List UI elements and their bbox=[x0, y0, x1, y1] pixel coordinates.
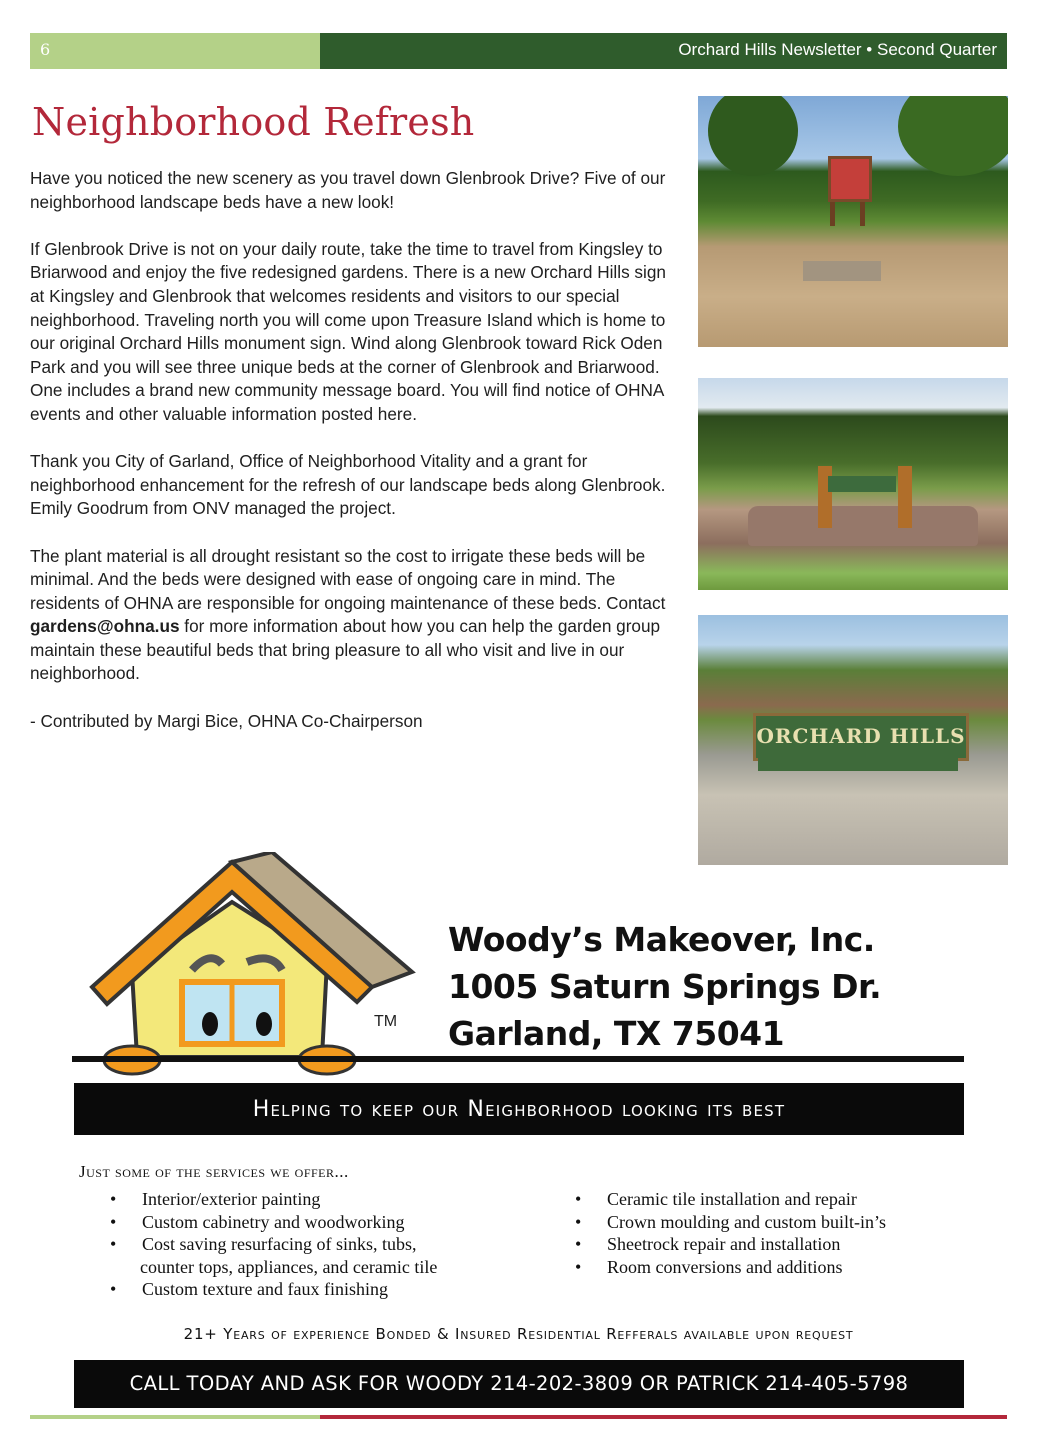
article-credit: - Contributed by Margi Bice, OHNA Co-Chairperson bbox=[30, 710, 423, 731]
service-label: Crown moulding and custom built-in’s bbox=[607, 1211, 886, 1232]
photo-landscape-bed-message-board bbox=[698, 96, 1008, 347]
service-item bbox=[110, 1233, 530, 1256]
bullet-icon: • bbox=[110, 1211, 117, 1232]
page-number: 6 bbox=[40, 40, 51, 59]
article-paragraph: Have you noticed the new scenery as you travel down Glenbrook Drive? Five of our neighborhood landscape beds have a new look! bbox=[30, 168, 666, 212]
bullet-icon: • bbox=[575, 1256, 582, 1277]
call-text: CALL TODAY AND ASK FOR WOODY 214-202-3809 OR PATRICK 214-405-5798 bbox=[129, 1372, 909, 1395]
service-item bbox=[575, 1188, 975, 1211]
service-item bbox=[110, 1188, 530, 1211]
photo-orchard-hills-sign bbox=[698, 615, 1008, 865]
article-body bbox=[30, 167, 670, 757]
service-item bbox=[575, 1233, 975, 1256]
service-item bbox=[575, 1256, 975, 1279]
service-label: Custom cabinetry and woodworking bbox=[142, 1211, 405, 1232]
message-board bbox=[828, 156, 872, 202]
services-list-left bbox=[110, 1188, 530, 1301]
cartoon-house-mascot-icon bbox=[72, 852, 432, 1080]
company-address: 1005 Saturn Springs Dr. bbox=[448, 967, 882, 1006]
bullet-icon: • bbox=[110, 1234, 117, 1254]
newsletter-header bbox=[30, 33, 1007, 69]
bullet-icon: • bbox=[110, 1279, 117, 1299]
service-label: Interior/exterior painting bbox=[142, 1189, 321, 1209]
divider-rule bbox=[72, 1056, 964, 1062]
credentials-line: 21+ Years of experience Bonded & Insured Residential Refferals available upon request bbox=[183, 1325, 854, 1343]
company-city: Garland, TX 75041 bbox=[448, 1014, 785, 1053]
tree-canopy bbox=[898, 96, 1008, 176]
tree-canopy bbox=[708, 96, 798, 176]
trademark-mark: TM bbox=[374, 1013, 398, 1030]
paragraph-text: The plant material is all drought resistant so the cost to irrigate these beds will be minimal. And the beds were designed with ease of ongoing care in mind. The residents of OHNA are responsible for ongoing maintenance of these beds. Contact bbox=[30, 545, 666, 613]
bench-post bbox=[898, 466, 912, 528]
park-bench bbox=[828, 476, 896, 492]
service-label: Room conversions and additions bbox=[607, 1256, 843, 1277]
sign-text: ORCHARD HILLS bbox=[756, 724, 966, 748]
company-name: Woody’s Makeover, Inc. bbox=[448, 920, 875, 959]
service-item bbox=[575, 1211, 975, 1234]
service-label: Ceramic tile installation and repair bbox=[607, 1189, 857, 1209]
footer-accent-green bbox=[30, 1415, 320, 1419]
service-item bbox=[110, 1211, 530, 1234]
tagline-banner bbox=[74, 1083, 964, 1135]
service-item-continued: counter tops, appliances, and ceramic tile bbox=[140, 1256, 438, 1277]
service-label: Custom texture and faux finishing bbox=[142, 1279, 388, 1299]
tagline-text: Helping to keep our Neighborhood looking its best bbox=[252, 1097, 786, 1122]
paver-pad bbox=[748, 506, 978, 546]
newsletter-title: Orchard Hills Newsletter • Second Quarter bbox=[678, 40, 997, 59]
service-item bbox=[110, 1278, 530, 1301]
company-block bbox=[448, 916, 881, 1057]
stone-bench bbox=[803, 261, 881, 281]
services-list-right bbox=[575, 1188, 975, 1278]
call-banner bbox=[74, 1360, 964, 1408]
services-heading: Just some of the services we offer... bbox=[79, 1162, 349, 1181]
bullet-icon: • bbox=[575, 1189, 582, 1209]
article-title: Neighborhood Refresh bbox=[32, 100, 475, 144]
monument-sign bbox=[753, 713, 969, 761]
service-label: Sheetrock repair and installation bbox=[607, 1234, 841, 1254]
article-paragraph: Thank you City of Garland, Office of Neighborhood Vitality and a grant for neighborhood enhancement for the refresh of our landscape beds along Glenbrook. Emily Goodrum from ONV managed the project. bbox=[30, 451, 666, 519]
header-accent-light bbox=[30, 33, 320, 69]
footer-accent-red bbox=[320, 1415, 1007, 1419]
photo-bench-bed bbox=[698, 378, 1008, 590]
bullet-icon: • bbox=[110, 1189, 117, 1209]
contact-email-link[interactable]: gardens@ohna.us bbox=[30, 616, 180, 637]
article-paragraph bbox=[30, 545, 670, 687]
paragraph-text: for more information about how you can help the garden group maintain these beautiful beds that bring pleasure to all who visit and live in our neighborhood. bbox=[30, 616, 661, 684]
bullet-icon: • bbox=[575, 1211, 582, 1232]
service-label: Cost saving resurfacing of sinks, tubs, bbox=[142, 1234, 417, 1254]
bullet-icon: • bbox=[575, 1234, 582, 1254]
sign-base-rail bbox=[758, 757, 958, 771]
article-paragraph: If Glenbrook Drive is not on your daily route, take the time to travel from Kingsley to Briarwood and enjoy the five redesigned gardens. There is a new Orchard Hills sign at Kingsley and Glenbrook that welcomes residents and visitors to our special neighborhood. Traveling north you will come upon Treasure Island which is home to our original Orchard Hills monument sign. Wind along Glenbrook toward Rick Oden Park and you will see three unique beds at the corner of Glenbrook and Briarwood. One includes a brand new community message board. You will find notice of OHNA events and other valuable information posted here. bbox=[30, 238, 666, 424]
